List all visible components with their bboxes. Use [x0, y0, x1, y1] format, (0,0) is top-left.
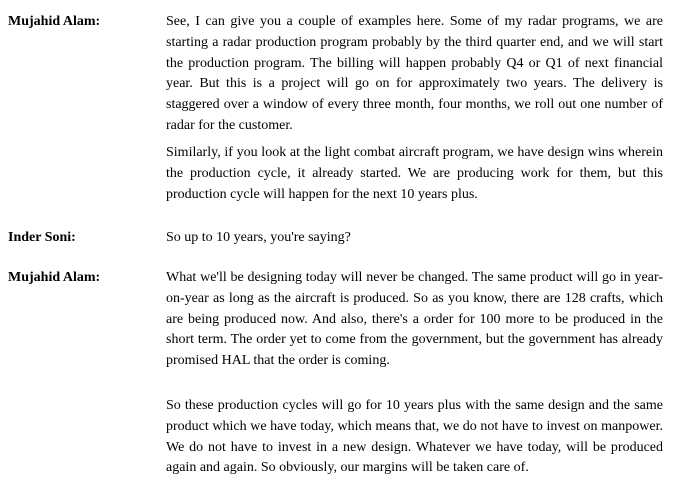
speaker-name: Mujahid Alam:: [8, 14, 101, 29]
speech-paragraph: What we'll be designing today will never be changed. The same product will go in year-on-year as long as the aircraft is produced. So as you know, there are 128 crafts, which are being produced now. And also, there's a order for 100 more to be produced in the short term. The order yet to come from the government, but the government has already promised HAL that the order is coming.: [166, 270, 663, 369]
speaker-name: Inder Soni:: [8, 230, 76, 245]
speech-paragraph: See, I can give you a couple of examples here. Some of my radar programs, we are starting a radar production program probably by the third quarter end, and we will start the production program. The billing will happen probably Q4 or Q1 of next financial year. But this is a project will go on for approximately two years. The delivery is staggered over a window of every three month, four months, we roll out one number of radar for the customer.: [166, 14, 663, 133]
speaker-name: Mujahid Alam:: [8, 270, 101, 285]
speech-paragraph: Similarly, if you look at the light combat aircraft program, we have design wins wherein the production cycle, it already started. We are producing work for them, but this production cycle will happen for the next 10 years plus.: [166, 145, 663, 202]
speech-paragraph: So up to 10 years, you're saying?: [166, 230, 351, 245]
speech-paragraph: So these production cycles will go for 10 years plus with the same design and the same product which we have today, which means that, we do not have to invest on manpower. We do not have to invest in a new design. Whatever we have today, will be produced again and again. So obviously, our margins will be taken care of.: [166, 398, 663, 476]
